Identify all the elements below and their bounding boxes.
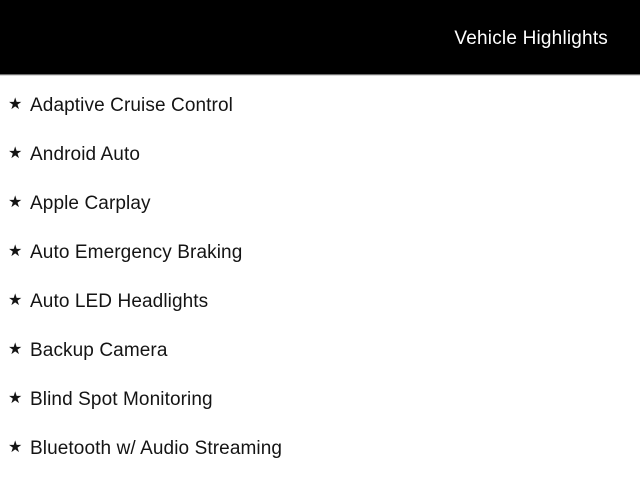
list-item xyxy=(8,277,640,326)
page-title: Vehicle Highlights xyxy=(454,27,608,49)
list-item xyxy=(8,228,640,277)
star-icon: ★ xyxy=(8,242,23,260)
list-item xyxy=(8,326,640,375)
highlights-list xyxy=(0,75,640,473)
feature-label: Blind Spot Monitoring xyxy=(30,388,213,410)
feature-label: Bluetooth w/ Audio Streaming xyxy=(30,437,283,459)
list-item xyxy=(8,375,640,424)
star-icon: ★ xyxy=(8,438,23,456)
feature-label: Android Auto xyxy=(30,143,141,165)
feature-label: Apple Carplay xyxy=(30,192,151,214)
star-icon: ★ xyxy=(8,95,23,113)
star-icon: ★ xyxy=(8,389,23,407)
list-item xyxy=(8,179,640,228)
list-item xyxy=(8,130,640,179)
header-bar xyxy=(0,0,640,75)
star-icon: ★ xyxy=(8,144,23,162)
list-item xyxy=(8,81,640,130)
list-item xyxy=(8,424,640,473)
star-icon: ★ xyxy=(8,340,23,358)
feature-label: Adaptive Cruise Control xyxy=(30,94,233,116)
feature-label: Auto LED Headlights xyxy=(30,290,209,312)
star-icon: ★ xyxy=(8,193,23,211)
feature-label: Auto Emergency Braking xyxy=(30,241,243,263)
star-icon: ★ xyxy=(8,291,23,309)
feature-label: Backup Camera xyxy=(30,339,168,361)
